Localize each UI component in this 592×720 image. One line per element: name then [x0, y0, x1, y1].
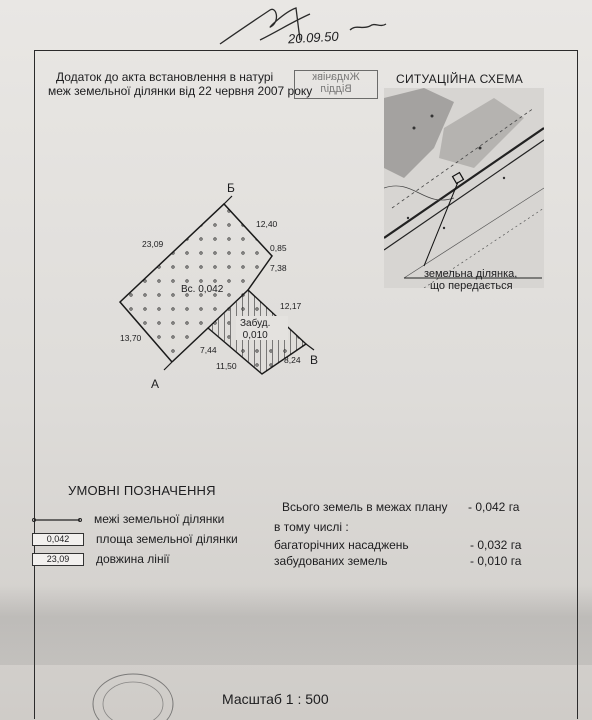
- situation-caption-1: земельна ділянка,: [424, 268, 518, 280]
- legend-heading: УМОВНІ ПОЗНАЧЕННЯ: [68, 483, 216, 498]
- situation-caption-2: що передається: [430, 280, 513, 292]
- summary-total-label: Всього земель в межах плану: [282, 500, 448, 514]
- plot-area-label: Вс. 0,042: [181, 284, 224, 295]
- summary-including: в тому числі :: [274, 520, 349, 534]
- legend-sample-length: 23,09: [32, 553, 84, 566]
- vertex-v: В: [310, 353, 319, 367]
- legend-text-length: довжина лінії: [96, 552, 170, 566]
- length-top-right: 12,40: [256, 219, 278, 229]
- vertex-b: Б: [227, 181, 235, 195]
- summary-perennial-label: багаторічних насаджень: [274, 538, 409, 552]
- legend-sample-boundary: [32, 514, 82, 525]
- legend-item-boundary: [32, 512, 224, 526]
- building-label-line-1: Забуд.: [240, 318, 271, 329]
- title-line-1: Додаток до акта встановлення в натурі: [56, 70, 274, 84]
- scale-label: Масштаб 1 : 500: [222, 691, 329, 707]
- building-area-label: [240, 318, 270, 342]
- length-right-upper: 0,85: [270, 243, 287, 253]
- length-top-left: 23,09: [142, 239, 164, 249]
- caption-underline: [404, 276, 544, 280]
- situation-scheme-title: СИТУАЦІЙНА СХЕМА: [396, 72, 524, 86]
- summary-total-value: - 0,042 га: [468, 500, 520, 514]
- legend-text-boundary: межі земельної ділянки: [94, 512, 225, 526]
- length-bottom-right: 8,24: [284, 355, 301, 365]
- signature-date: 20.09.50: [287, 28, 339, 47]
- length-right-lower: 12,17: [280, 301, 302, 311]
- legend-text-area: площа земельної ділянки: [96, 532, 238, 546]
- legend-item-area: [32, 532, 238, 546]
- stamp-line-1: Жидачівк: [312, 71, 360, 83]
- length-left: 13,70: [120, 333, 142, 343]
- stamp-line-2: Відділ: [320, 83, 352, 95]
- length-right-mid: 7,38: [270, 263, 287, 273]
- stamp-mark: [294, 70, 378, 99]
- summary-built-value: - 0,010 га: [470, 554, 522, 568]
- summary-built-label: забудованих земель: [274, 554, 388, 568]
- summary-perennial-value: - 0,032 га: [470, 538, 522, 552]
- legend-sample-area: 0,042: [32, 533, 84, 546]
- boundary-line-sample: [32, 514, 82, 526]
- title-line-2: меж земельної ділянки від 22 червня 2007 року: [48, 84, 313, 98]
- official-seal: [88, 664, 178, 720]
- legend-item-length: [32, 552, 170, 566]
- situation-scheme-map: [384, 88, 544, 288]
- vertex-a: А: [151, 377, 160, 391]
- length-bottom-inner: 7,44: [200, 345, 217, 355]
- length-bottom-mid: 11,50: [216, 361, 237, 371]
- show-through-shadow: [0, 585, 592, 665]
- building-label-line-2: 0,010: [242, 330, 268, 341]
